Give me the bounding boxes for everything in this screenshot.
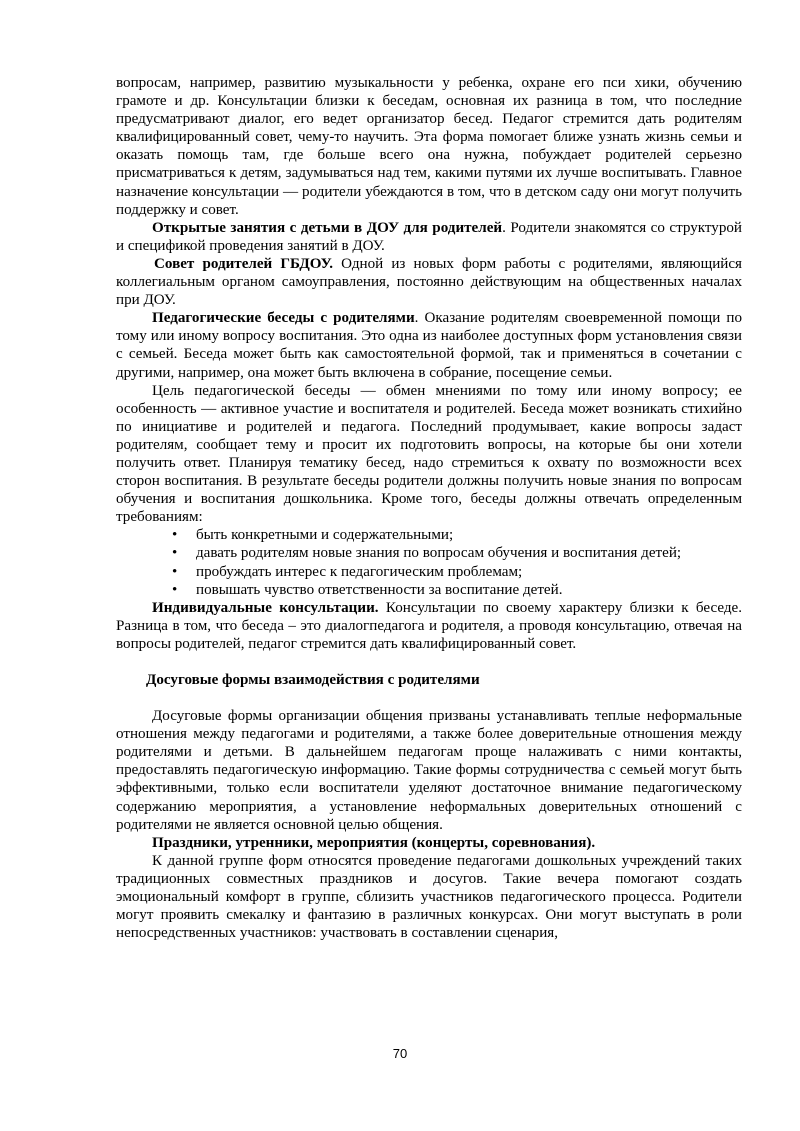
section-heading: Досуговые формы взаимодействия с родителями <box>146 672 480 688</box>
paragraph-parents-council-text: Одной из новых форм работы с родителями, являющийся коллегиальным органом самоуправления, постоянно действующим на общественных началах при ДОУ. <box>116 255 742 309</box>
paragraph-individual-consultations-text: Консультации по своему характеру близки к беседе. Разница в том, что беседа – это диалогпедагога и родителя, а проводя консультацию, отвечая на вопросы родителей, педагог стремится дать квалифицированный совет. <box>116 599 742 652</box>
paragraph-holidays-text: К данной группе форм относятся проведение педагогами дошкольных учреждений таких традиционных совместных праздников и досугов. Такие вечера помогают создать эмоциональный комфорт в группе, сблизить участников педагогического процесса. Родители могут проявить смекалку и фантазию в различных конкурсах. Они могут выступать в роли непосредственных участников: участвовать в составлении сценария, <box>116 852 742 942</box>
list-item: • пробуждать интерес к педагогическим проблемам; <box>172 563 742 581</box>
paragraph-individual-consultations <box>116 599 742 653</box>
paragraph-open-classes-text: . Родители знакомятся со структурой и спецификой проведения занятий в ДОУ. <box>116 219 743 254</box>
page-number: 70 <box>392 1046 408 1061</box>
paragraph-open-classes <box>116 219 742 255</box>
paragraph-holidays-heading <box>116 834 742 852</box>
paragraph-leisure-forms: Досуговые формы организации общения призваны устанавливать теплые неформальные отношения между педагогами и родителями, а также более доверительные отношения между родителями и детьми. В дальнейшем педагогам проще налаживать с ними контакты, предоставлять педагогическую информацию. Такие формы сотрудничества с семьей могут быть эффективными, только если воспитатели уделяют достаточное внимание педагогическому содержанию мероприятия, а установление неформальных доверительных отношений с родителями не является основной целью общения. <box>116 708 742 833</box>
requirements-list <box>116 526 742 598</box>
paragraph-parents-council <box>116 255 742 309</box>
term-holidays: Праздники, утренники, мероприятия (концерты, соревнования). <box>152 834 596 851</box>
list-item: • повышать чувство ответственности за воспитание детей. <box>172 581 742 599</box>
paragraph-pedagogical-talks-text: . Оказание родителям своевременной помощи по тому или иному вопросу воспитания. Это одна из наиболее доступных форм установления связи с семьей. Беседа может быть как самостоятельной формой, так и применяться в сочетании с другими, например, она может быть включена в собрание, посещение семьи. <box>116 310 742 381</box>
paragraph-talk-goal: Цель педагогической беседы — обмен мнениями по тому или иному вопросу; ее особенность — активное участие и воспитателя и родителей. Беседа может возникать стихийно по инициативе и родителей и педагога. Последний продумывает, какие вопросы задаст родителям, сообщает тему и просит их подготовить вопросы, на которые бы они хотели получить ответ. Планируя тематику бесед, надо стремиться к охвату по возможности всех сторон воспитания. В результате беседы родители должны получить новые знания по вопросам обучения и воспитания дошкольника. Кроме того, беседы должны отвечать определенным требованиям: <box>116 382 742 526</box>
paragraph-pedagogical-talks <box>116 309 742 381</box>
term-pedagogical-talks: Педагогические беседы с родителями <box>152 310 415 327</box>
page-body <box>116 74 742 942</box>
paragraph-consultations-end: вопросам, например, развитию музыкальности у ребенка, охране его пси хики, обучению грамоте и др. Консультации близки к беседам, основная их разница в том, что последние предусматривают диалог, его ведет организатор бесед. Педагог стремится дать родителям квалифицированный совет, чему-то научить. Эта форма помогает ближе узнать жизнь семьи и оказать помощь там, где больше всего она нужна, побуждает родителей серьезно присматриваться к детям, задумываться над тем, какими путями их лучше воспитывать. Главное назначение консультации — родители убеждаются в том, что в детском саду они могут получить поддержку и совет. <box>116 75 742 218</box>
term-open-classes: Открытые занятия с детьми в ДОУ для родителей <box>152 219 503 236</box>
list-item: • давать родителям новые знания по вопросам обучения и воспитания детей; <box>172 544 742 562</box>
list-item: • быть конкретными и содержательными; <box>172 526 742 544</box>
term-individual-consultations: Индивидуальные консультации. <box>152 599 379 616</box>
term-parents-council: Совет родителей ГБДОУ. <box>154 255 334 272</box>
